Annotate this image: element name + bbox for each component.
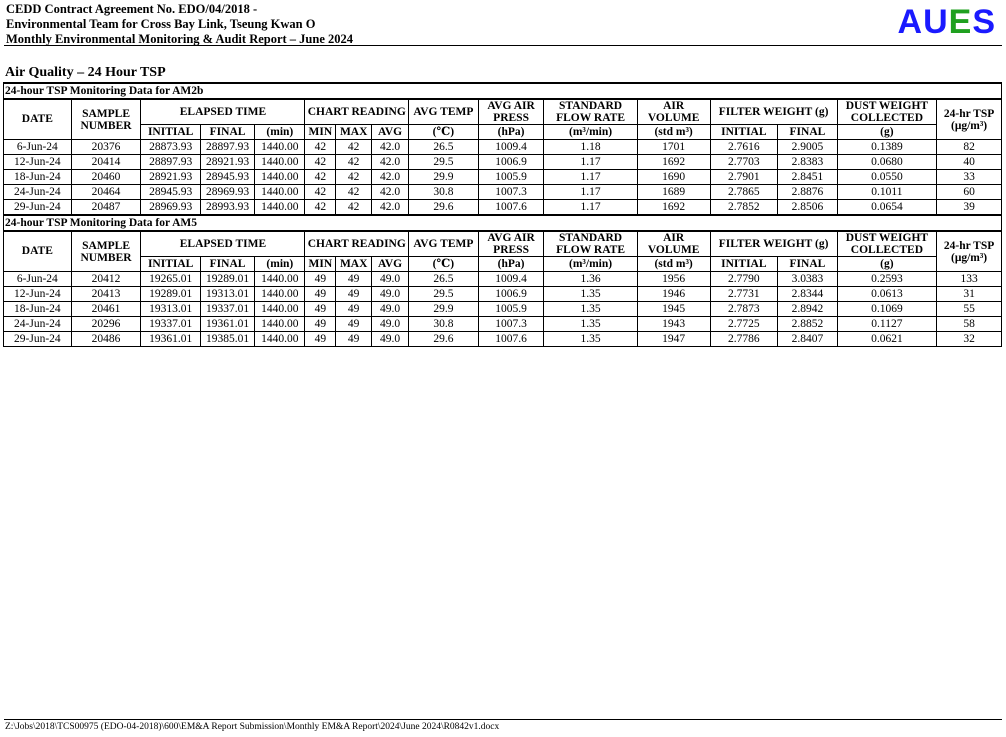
tsp-label: 24-hr TSP bbox=[943, 239, 995, 252]
table-cell: 1440.00 bbox=[255, 170, 305, 185]
table-cell: 49 bbox=[305, 272, 336, 287]
unit-press: (hPa) bbox=[478, 125, 544, 140]
table-cell: 20487 bbox=[71, 200, 141, 216]
logo-letter: E bbox=[948, 3, 973, 41]
table-cell: 1689 bbox=[637, 185, 710, 200]
table-cell: 1440.00 bbox=[255, 200, 305, 216]
col-avg-air-press: AVG AIR PRESS bbox=[478, 231, 544, 257]
table-cell: 28897.93 bbox=[200, 140, 254, 155]
tsp-label: 24-hr TSP bbox=[943, 107, 995, 120]
table-cell: 0.1127 bbox=[837, 317, 936, 332]
table-cell: 20486 bbox=[71, 332, 141, 347]
table-cell: 19313.01 bbox=[141, 302, 200, 317]
table-cell: 42 bbox=[336, 185, 372, 200]
table-cell: 20376 bbox=[71, 140, 141, 155]
col-elapsed-initial: INITIAL bbox=[141, 257, 200, 272]
table-cell: 1.18 bbox=[544, 140, 637, 155]
col-chart-min: MIN bbox=[305, 257, 336, 272]
table-cell: 6-Jun-24 bbox=[4, 140, 72, 155]
unit-volume: (std m³) bbox=[637, 257, 710, 272]
table-cell: 1956 bbox=[637, 272, 710, 287]
table-cell: 49 bbox=[336, 332, 372, 347]
col-chart-reading: CHART READING bbox=[305, 99, 409, 125]
table-cell: 0.1011 bbox=[837, 185, 936, 200]
unit-flow: (m³/min) bbox=[544, 257, 637, 272]
table-cell: 28969.93 bbox=[141, 200, 200, 216]
table-cell: 55 bbox=[937, 302, 1002, 317]
document-header bbox=[6, 2, 353, 47]
col-filter-initial: INITIAL bbox=[710, 125, 778, 140]
col-chart-avg: AVG bbox=[372, 257, 409, 272]
table-cell: 60 bbox=[937, 185, 1002, 200]
col-sample-number: SAMPLE NUMBER bbox=[71, 231, 141, 272]
station-title: 24-hour TSP Monitoring Data for AM2b bbox=[4, 83, 1002, 99]
table-row bbox=[4, 155, 1002, 170]
col-elapsed-min: (min) bbox=[255, 257, 305, 272]
table-cell: 1.17 bbox=[544, 185, 637, 200]
table-cell: 32 bbox=[937, 332, 1002, 347]
table-cell: 30.8 bbox=[409, 317, 479, 332]
table-cell: 20412 bbox=[71, 272, 141, 287]
table-cell: 42 bbox=[305, 185, 336, 200]
table-cell: 0.0680 bbox=[837, 155, 936, 170]
subheader-row bbox=[4, 125, 1002, 140]
table-cell: 2.7901 bbox=[710, 170, 778, 185]
table-cell: 0.1389 bbox=[837, 140, 936, 155]
table-cell: 29.9 bbox=[409, 170, 479, 185]
unit-temp: (℃) bbox=[409, 257, 479, 272]
col-24hr-tsp bbox=[937, 231, 1002, 272]
table-cell: 28945.93 bbox=[141, 185, 200, 200]
table-cell: 2.7873 bbox=[710, 302, 778, 317]
table-cell: 1007.3 bbox=[478, 185, 544, 200]
col-sample-number: SAMPLE NUMBER bbox=[71, 99, 141, 140]
table-cell: 42 bbox=[336, 200, 372, 216]
table-cell: 2.8344 bbox=[778, 287, 837, 302]
header-row bbox=[4, 231, 1002, 257]
table-cell: 1007.6 bbox=[478, 200, 544, 216]
unit-flow: (m³/min) bbox=[544, 125, 637, 140]
table-cell: 1005.9 bbox=[478, 170, 544, 185]
table-row bbox=[4, 170, 1002, 185]
unit-temp: (℃) bbox=[409, 125, 479, 140]
table-cell: 49.0 bbox=[372, 332, 409, 347]
table-cell: 29.6 bbox=[409, 200, 479, 216]
table-cell: 3.0383 bbox=[778, 272, 837, 287]
tsp-data-table-wrapper bbox=[3, 82, 1002, 347]
table-cell: 42.0 bbox=[372, 185, 409, 200]
unit-press: (hPa) bbox=[478, 257, 544, 272]
col-standard-flow-rate: STANDARD FLOW RATE bbox=[544, 99, 637, 125]
table-cell: 24-Jun-24 bbox=[4, 185, 72, 200]
col-air-volume: AIR VOLUME bbox=[637, 231, 710, 257]
table-cell: 1007.3 bbox=[478, 317, 544, 332]
table-cell: 1.36 bbox=[544, 272, 637, 287]
col-filter-final: FINAL bbox=[778, 257, 837, 272]
table-cell: 49 bbox=[305, 332, 336, 347]
table-cell: 2.7790 bbox=[710, 272, 778, 287]
table-cell: 58 bbox=[937, 317, 1002, 332]
table-cell: 1006.9 bbox=[478, 287, 544, 302]
table-cell: 19313.01 bbox=[200, 287, 254, 302]
table-cell: 49 bbox=[305, 317, 336, 332]
tsp-unit: (μg/m³) bbox=[950, 119, 988, 132]
col-filter-initial: INITIAL bbox=[710, 257, 778, 272]
table-cell: 49.0 bbox=[372, 302, 409, 317]
table-row bbox=[4, 185, 1002, 200]
col-elapsed-final: FINAL bbox=[200, 125, 254, 140]
table-cell: 0.0621 bbox=[837, 332, 936, 347]
table-cell: 28945.93 bbox=[200, 170, 254, 185]
table-cell: 2.8876 bbox=[778, 185, 837, 200]
col-date: DATE bbox=[4, 99, 72, 140]
table-cell: 30.8 bbox=[409, 185, 479, 200]
table-cell: 1692 bbox=[637, 200, 710, 216]
table-cell: 42 bbox=[305, 155, 336, 170]
table-cell: 1440.00 bbox=[255, 272, 305, 287]
table-cell: 42 bbox=[336, 155, 372, 170]
table-cell: 49 bbox=[336, 272, 372, 287]
col-elapsed-time: ELAPSED TIME bbox=[141, 99, 305, 125]
table-cell: 28921.93 bbox=[200, 155, 254, 170]
table-cell: 20461 bbox=[71, 302, 141, 317]
table-cell: 2.7725 bbox=[710, 317, 778, 332]
tsp-data-table bbox=[3, 82, 1002, 347]
table-cell: 1692 bbox=[637, 155, 710, 170]
table-cell: 0.0613 bbox=[837, 287, 936, 302]
table-cell: 18-Jun-24 bbox=[4, 170, 72, 185]
table-cell: 28873.93 bbox=[141, 140, 200, 155]
col-chart-reading: CHART READING bbox=[305, 231, 409, 257]
table-cell: 1440.00 bbox=[255, 302, 305, 317]
table-section-title-row bbox=[4, 215, 1002, 231]
table-cell: 1.35 bbox=[544, 302, 637, 317]
table-cell: 2.8383 bbox=[778, 155, 837, 170]
table-cell: 29.6 bbox=[409, 332, 479, 347]
table-section-title-row bbox=[4, 83, 1002, 99]
table-cell: 1.35 bbox=[544, 287, 637, 302]
table-cell: 28993.93 bbox=[200, 200, 254, 216]
col-elapsed-min: (min) bbox=[255, 125, 305, 140]
file-path-footer: Z:\Jobs\2018\TCS00975 (EDO-04-2018)\600\EM&A Report Submission\Monthly EM&A Report\2024\June 2024\R0842v1.docx bbox=[5, 722, 500, 732]
table-cell: 1.17 bbox=[544, 200, 637, 216]
table-cell: 49 bbox=[336, 302, 372, 317]
table-cell: 0.0550 bbox=[837, 170, 936, 185]
table-cell: 28897.93 bbox=[141, 155, 200, 170]
table-cell: 1006.9 bbox=[478, 155, 544, 170]
table-row bbox=[4, 140, 1002, 155]
logo-letter: A bbox=[897, 3, 924, 41]
table-cell: 31 bbox=[937, 287, 1002, 302]
table-cell: 1007.6 bbox=[478, 332, 544, 347]
table-cell: 28969.93 bbox=[200, 185, 254, 200]
table-cell: 49 bbox=[336, 317, 372, 332]
table-row bbox=[4, 302, 1002, 317]
table-cell: 42 bbox=[336, 140, 372, 155]
table-cell: 42 bbox=[336, 170, 372, 185]
table-cell: 1440.00 bbox=[255, 317, 305, 332]
table-cell: 133 bbox=[937, 272, 1002, 287]
table-cell: 40 bbox=[937, 155, 1002, 170]
logo-letter: S bbox=[972, 3, 996, 41]
table-cell: 49.0 bbox=[372, 272, 409, 287]
col-filter-final: FINAL bbox=[778, 125, 837, 140]
contract-line: CEDD Contract Agreement No. EDO/04/2018 - bbox=[6, 2, 258, 16]
table-cell: 1946 bbox=[637, 287, 710, 302]
aues-logo bbox=[898, 2, 997, 42]
col-elapsed-final: FINAL bbox=[200, 257, 254, 272]
header-divider bbox=[4, 45, 1002, 46]
table-cell: 6-Jun-24 bbox=[4, 272, 72, 287]
table-cell: 1.35 bbox=[544, 332, 637, 347]
col-air-volume: AIR VOLUME bbox=[637, 99, 710, 125]
table-cell: 19337.01 bbox=[200, 302, 254, 317]
table-cell: 1440.00 bbox=[255, 155, 305, 170]
table-cell: 1945 bbox=[637, 302, 710, 317]
col-dust-weight: DUST WEIGHT COLLECTED bbox=[837, 231, 936, 257]
table-cell: 2.8942 bbox=[778, 302, 837, 317]
table-row bbox=[4, 200, 1002, 216]
table-cell: 82 bbox=[937, 140, 1002, 155]
table-cell: 33 bbox=[937, 170, 1002, 185]
col-avg-air-press: AVG AIR PRESS bbox=[478, 99, 544, 125]
table-cell: 42 bbox=[305, 200, 336, 216]
report-line: Monthly Environmental Monitoring & Audit Report – June 2024 bbox=[6, 32, 354, 46]
table-cell: 42.0 bbox=[372, 170, 409, 185]
col-elapsed-initial: INITIAL bbox=[141, 125, 200, 140]
table-cell: 29-Jun-24 bbox=[4, 200, 72, 216]
unit-dust: (g) bbox=[837, 125, 936, 140]
col-date: DATE bbox=[4, 231, 72, 272]
table-cell: 19289.01 bbox=[200, 272, 254, 287]
table-cell: 2.7731 bbox=[710, 287, 778, 302]
table-cell: 1947 bbox=[637, 332, 710, 347]
table-cell: 12-Jun-24 bbox=[4, 155, 72, 170]
unit-dust: (g) bbox=[837, 257, 936, 272]
tsp-unit: (μg/m³) bbox=[950, 251, 988, 264]
table-cell: 39 bbox=[937, 200, 1002, 216]
unit-volume: (std m³) bbox=[637, 125, 710, 140]
table-cell: 42.0 bbox=[372, 200, 409, 216]
table-cell: 1009.4 bbox=[478, 140, 544, 155]
table-row bbox=[4, 272, 1002, 287]
logo-letter: U bbox=[923, 3, 949, 41]
table-cell: 0.1069 bbox=[837, 302, 936, 317]
table-cell: 42.0 bbox=[372, 140, 409, 155]
col-elapsed-time: ELAPSED TIME bbox=[141, 231, 305, 257]
table-cell: 1701 bbox=[637, 140, 710, 155]
table-cell: 49.0 bbox=[372, 317, 409, 332]
table-cell: 1.17 bbox=[544, 170, 637, 185]
col-avg-temp: AVG TEMP bbox=[409, 231, 479, 257]
table-cell: 1.17 bbox=[544, 155, 637, 170]
table-cell: 29.9 bbox=[409, 302, 479, 317]
table-cell: 1005.9 bbox=[478, 302, 544, 317]
table-cell: 1690 bbox=[637, 170, 710, 185]
table-cell: 2.7852 bbox=[710, 200, 778, 216]
table-cell: 20460 bbox=[71, 170, 141, 185]
table-cell: 49 bbox=[336, 287, 372, 302]
table-cell: 18-Jun-24 bbox=[4, 302, 72, 317]
footer-divider bbox=[4, 719, 1002, 720]
table-cell: 29.5 bbox=[409, 155, 479, 170]
table-cell: 2.8852 bbox=[778, 317, 837, 332]
col-chart-avg: AVG bbox=[372, 125, 409, 140]
table-cell: 20464 bbox=[71, 185, 141, 200]
col-dust-weight: DUST WEIGHT COLLECTED bbox=[837, 99, 936, 125]
table-cell: 2.7703 bbox=[710, 155, 778, 170]
col-filter-weight: FILTER WEIGHT (g) bbox=[710, 99, 837, 125]
subheader-row bbox=[4, 257, 1002, 272]
table-cell: 26.5 bbox=[409, 140, 479, 155]
table-cell: 1440.00 bbox=[255, 332, 305, 347]
table-cell: 1440.00 bbox=[255, 287, 305, 302]
header-row bbox=[4, 99, 1002, 125]
table-cell: 19361.01 bbox=[141, 332, 200, 347]
table-cell: 1.35 bbox=[544, 317, 637, 332]
table-cell: 2.9005 bbox=[778, 140, 837, 155]
table-cell: 20296 bbox=[71, 317, 141, 332]
team-line: Environmental Team for Cross Bay Link, Tseung Kwan O bbox=[6, 17, 316, 31]
table-cell: 20413 bbox=[71, 287, 141, 302]
table-cell: 19385.01 bbox=[200, 332, 254, 347]
table-cell: 49 bbox=[305, 302, 336, 317]
table-cell: 19361.01 bbox=[200, 317, 254, 332]
table-cell: 19337.01 bbox=[141, 317, 200, 332]
table-cell: 2.7786 bbox=[710, 332, 778, 347]
table-cell: 2.7616 bbox=[710, 140, 778, 155]
table-cell: 20414 bbox=[71, 155, 141, 170]
table-cell: 1440.00 bbox=[255, 185, 305, 200]
table-cell: 28921.93 bbox=[141, 170, 200, 185]
col-filter-weight: FILTER WEIGHT (g) bbox=[710, 231, 837, 257]
table-cell: 2.8506 bbox=[778, 200, 837, 216]
section-title: Air Quality – 24 Hour TSP bbox=[5, 65, 166, 80]
table-cell: 26.5 bbox=[409, 272, 479, 287]
table-cell: 0.2593 bbox=[837, 272, 936, 287]
table-row bbox=[4, 332, 1002, 347]
table-cell: 49 bbox=[305, 287, 336, 302]
table-cell: 42 bbox=[305, 170, 336, 185]
table-cell: 42.0 bbox=[372, 155, 409, 170]
table-cell: 1440.00 bbox=[255, 140, 305, 155]
table-cell: 2.8451 bbox=[778, 170, 837, 185]
table-cell: 19289.01 bbox=[141, 287, 200, 302]
table-cell: 29.5 bbox=[409, 287, 479, 302]
col-24hr-tsp bbox=[937, 99, 1002, 140]
table-cell: 24-Jun-24 bbox=[4, 317, 72, 332]
col-avg-temp: AVG TEMP bbox=[409, 99, 479, 125]
table-cell: 2.7865 bbox=[710, 185, 778, 200]
col-chart-min: MIN bbox=[305, 125, 336, 140]
col-standard-flow-rate: STANDARD FLOW RATE bbox=[544, 231, 637, 257]
table-cell: 1943 bbox=[637, 317, 710, 332]
station-title: 24-hour TSP Monitoring Data for AM5 bbox=[4, 215, 1002, 231]
table-cell: 1009.4 bbox=[478, 272, 544, 287]
table-row bbox=[4, 287, 1002, 302]
table-cell: 29-Jun-24 bbox=[4, 332, 72, 347]
table-cell: 42 bbox=[305, 140, 336, 155]
table-cell: 2.8407 bbox=[778, 332, 837, 347]
col-chart-max: MAX bbox=[336, 257, 372, 272]
table-cell: 19265.01 bbox=[141, 272, 200, 287]
table-row bbox=[4, 317, 1002, 332]
col-chart-max: MAX bbox=[336, 125, 372, 140]
table-cell: 49.0 bbox=[372, 287, 409, 302]
table-cell: 0.0654 bbox=[837, 200, 936, 216]
table-cell: 12-Jun-24 bbox=[4, 287, 72, 302]
